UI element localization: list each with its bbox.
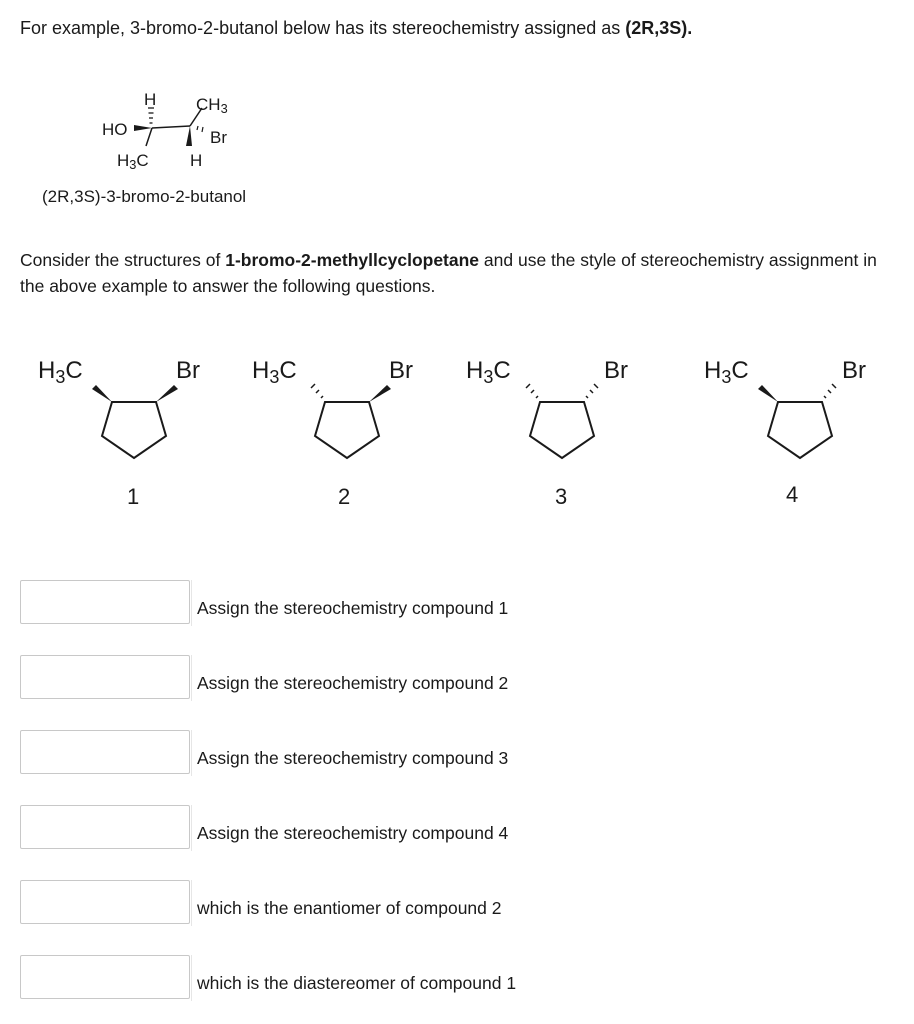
question-label-4: Assign the stereochemistry compound 4 xyxy=(197,823,509,843)
intro-text xyxy=(20,18,692,39)
structure-2-h3c: H3C xyxy=(252,357,297,387)
structure-4-h3c: H3C xyxy=(704,357,749,387)
structure-3-number: 3 xyxy=(555,484,568,509)
answer-input-1[interactable] xyxy=(20,580,190,624)
structure-1-h3c: H3C xyxy=(38,357,83,387)
question-row xyxy=(20,880,640,926)
example-label-h3c: H3C xyxy=(117,151,149,173)
consider-paragraph xyxy=(20,247,890,299)
structure-4-number: 4 xyxy=(786,482,799,507)
structure-2-number: 2 xyxy=(338,484,351,509)
structure-3-h3c: H3C xyxy=(466,357,511,387)
question-label-1: Assign the stereochemistry compound 1 xyxy=(197,598,509,618)
example-label-br: Br xyxy=(210,128,227,147)
example-label-h-bottom: H xyxy=(190,151,203,170)
row-divider xyxy=(191,580,192,626)
row-divider xyxy=(191,730,192,776)
consider-suffix: and use the style of stereochemistry assignment in the above example to answer the following questions. xyxy=(20,250,877,296)
question-row xyxy=(20,655,640,701)
row-divider xyxy=(191,655,192,701)
intro-plain: For example, 3-bromo-2-butanol below has its stereochemistry assigned as xyxy=(20,18,626,38)
example-caption: (2R,3S)-3-bromo-2-butanol xyxy=(42,187,247,206)
answer-input-5[interactable] xyxy=(20,880,190,924)
structure-2 xyxy=(252,357,413,509)
structure-4 xyxy=(704,357,866,507)
question-label-6: which is the diastereomer of compound 1 xyxy=(197,973,517,993)
row-divider xyxy=(191,955,192,1001)
structure-4-br: Br xyxy=(842,357,866,384)
answer-input-3[interactable] xyxy=(20,730,190,774)
question-row xyxy=(20,730,640,776)
structure-1-br: Br xyxy=(176,357,200,384)
question-row xyxy=(20,805,640,851)
row-divider xyxy=(191,805,192,851)
consider-prefix: Consider the structures of xyxy=(20,250,226,270)
question-row xyxy=(20,955,640,1001)
row-divider xyxy=(191,880,192,926)
example-label-ho: HO xyxy=(102,120,128,139)
question-label-5: which is the enantiomer of compound 2 xyxy=(197,898,502,918)
structures-panel xyxy=(0,340,914,520)
question-row xyxy=(20,580,640,626)
structure-3-br: Br xyxy=(604,357,628,384)
answer-input-2[interactable] xyxy=(20,655,190,699)
answer-input-6[interactable] xyxy=(20,955,190,999)
answer-input-4[interactable] xyxy=(20,805,190,849)
structure-1 xyxy=(38,357,200,509)
example-molecule-drawing xyxy=(40,88,300,188)
example-structure xyxy=(40,88,300,218)
question-label-3: Assign the stereochemistry compound 3 xyxy=(197,748,509,768)
structure-2-br: Br xyxy=(389,357,413,384)
consider-bold: 1-bromo-2-methyllcyclopetane xyxy=(225,250,480,270)
structure-1-number: 1 xyxy=(127,484,140,509)
structure-3 xyxy=(466,357,628,509)
example-label-h-top: H xyxy=(144,90,157,109)
intro-bold: (2R,3S). xyxy=(625,18,693,38)
question-label-2: Assign the stereochemistry compound 2 xyxy=(197,673,509,693)
example-label-ch3: CH3 xyxy=(196,95,228,117)
